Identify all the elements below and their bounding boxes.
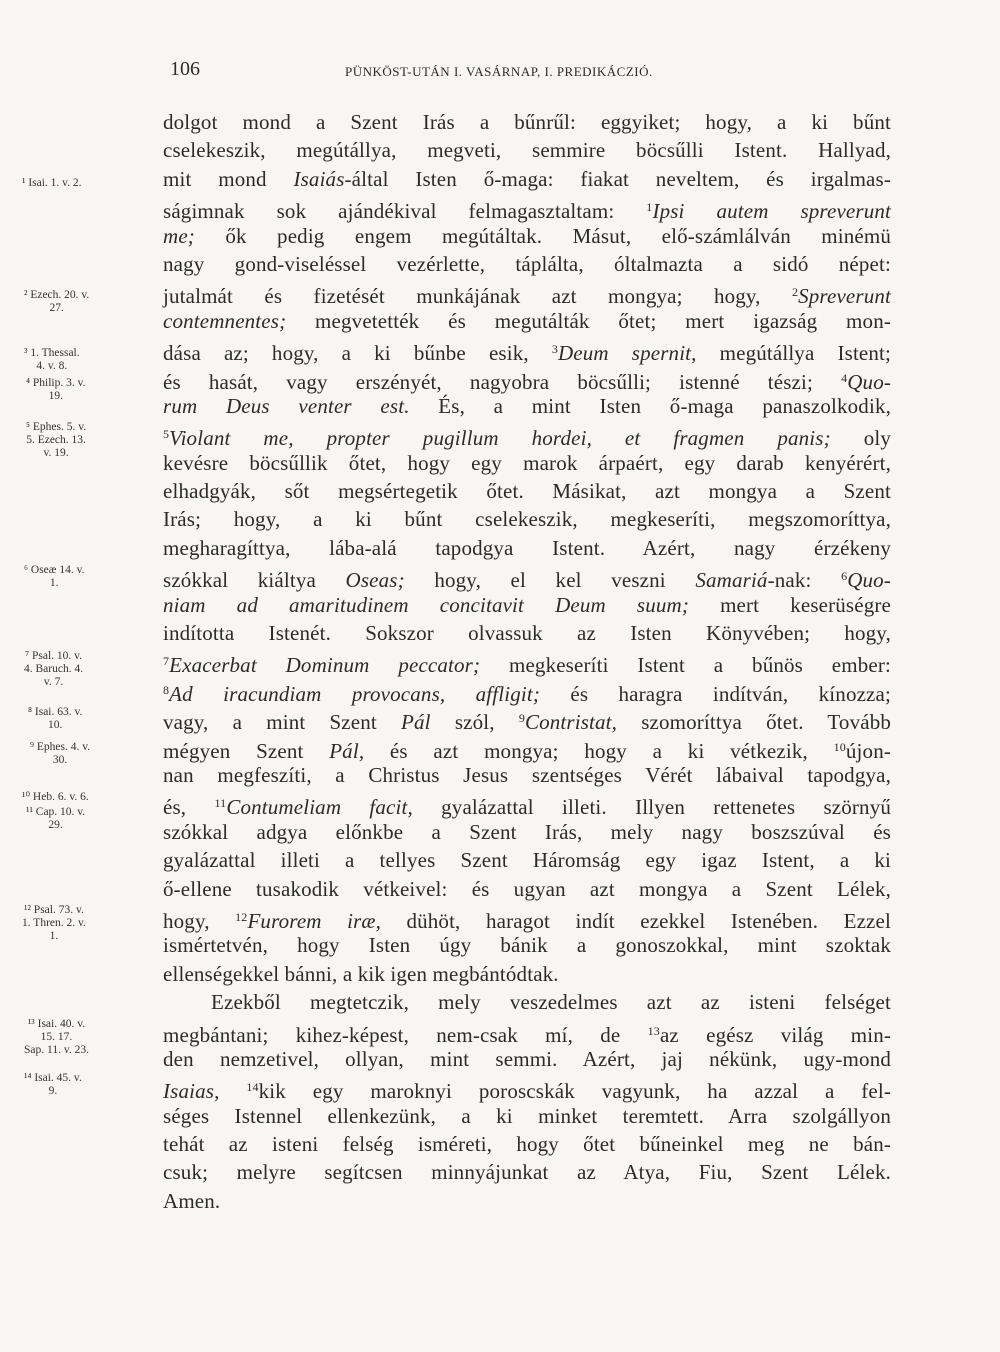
text-run: mégyen Szent <box>163 738 330 763</box>
margin-note-line: ¹⁰ Heb. 6. v. 6. <box>22 791 89 803</box>
page-number: 106 <box>170 58 200 80</box>
footnote-marker: 8 <box>163 682 170 697</box>
italic-run: Violant me, propter pugillum hordei, et fragmen panis; <box>169 426 831 451</box>
text-line <box>163 704 891 735</box>
text-line <box>163 307 891 335</box>
text-line: csuk; melyre segítcsen minnyájunkat az Atya, Fiu, Szent Lélek. <box>163 1160 891 1185</box>
text-run: szomoríttya őtet. Tovább <box>617 710 891 735</box>
footnote-marker: 10 <box>833 739 846 754</box>
text-run: és azt mongya; hogy a ki vétkezik, <box>364 738 834 763</box>
page-header <box>170 58 730 88</box>
margin-note-line: Sap. 11. v. 23. <box>24 1044 89 1056</box>
margin-note-line: 29. <box>48 819 63 831</box>
text-run: és hasát, vagy erszényét, nagyobra böcsűlli; istenné tészi; <box>163 369 842 394</box>
text-run: megbántani; kihez-képest, nem-csak mí, de <box>163 1022 648 1047</box>
margin-note <box>24 1018 89 1057</box>
text-run: jutalmát és fizetését munkájának azt mongya; hogy, <box>163 284 792 309</box>
text-run: megvetették és megutálták őtet; mert igazság mon- <box>286 308 891 333</box>
margin-note-line: ⁸ Isai. 63. v. <box>28 706 83 718</box>
margin-note-line: ² Ezech. 20. v. <box>24 289 90 301</box>
text-line: cselekeszik, megútállya, megveti, semmire böcsűlli Istent. Hallyad, <box>163 138 891 163</box>
margin-note <box>24 289 89 315</box>
text-run: szól, <box>430 710 519 735</box>
footnote-marker: 3 <box>551 342 558 357</box>
margin-note-line: ¹¹ Cap. 10. v. <box>26 806 86 818</box>
text-line: den nemzetivel, ollyan, mint semmi. Azért, jaj nékünk, ugy-mond <box>163 1046 891 1071</box>
italic-run: me; <box>163 223 195 248</box>
margin-note <box>22 791 89 804</box>
margin-note-line: ¹³ Isai. 40. v. <box>27 1018 86 1030</box>
text-line: séges Istennel ellenkezünk, a ki minket teremtett. Arra szolgállyon <box>163 1103 891 1128</box>
italic-run: contemnentes; <box>163 308 287 333</box>
margin-note-line: ⁶ Oseæ 14. v. <box>24 564 85 576</box>
margin-note-line: v. 7. <box>43 676 64 688</box>
margin-note-line: ¹² Psal. 73. v. <box>24 904 84 916</box>
italic-run: Isaias, <box>163 1079 220 1104</box>
margin-note-line: 4. Baruch. 4. <box>24 663 84 675</box>
italic-run: Samariá <box>695 568 768 593</box>
margin-note <box>26 806 85 832</box>
text-line <box>163 165 891 193</box>
text-run: ők pedig engem megútáltak. Másut, elő-számlálván minémü <box>194 223 891 248</box>
text-run: szókkal kiáltya <box>163 568 346 593</box>
text-run: és haragra indítván, kínozza; <box>540 681 891 706</box>
text-run: megkeseríti Istent a bűnös ember: <box>480 653 891 678</box>
italic-run: Deum spernit, <box>557 341 697 366</box>
text-line <box>163 647 891 678</box>
margin-note-line: 15. 17. <box>40 1031 73 1043</box>
margin-note <box>24 1072 82 1098</box>
text-line <box>163 193 891 224</box>
italic-run: niam ad amaritudinem concitavit Deum suum; <box>163 592 689 617</box>
text-run: vagy, a mint Szent <box>163 710 402 735</box>
text-line <box>163 278 891 309</box>
margin-note <box>26 377 86 403</box>
margin-note-line: 10. <box>48 719 63 731</box>
text-run: dühöt, haragot indít ezekkel Istenében. Ezzel <box>380 908 891 933</box>
margin-note-line: 4. v. 8. <box>36 360 68 372</box>
text-line: Irás; hogy, a ki bűnt cselekeszik, megkeseríti, megszomoríttya, <box>163 507 891 532</box>
italic-run: Isaiás <box>293 166 345 191</box>
text-line <box>163 222 891 250</box>
italic-run: Ad iracundiam provocans, affligit; <box>169 681 540 706</box>
text-line: ő-ellene tusakodik vétkeivel: és ugyan azt mongya a Szent Lélek, <box>163 876 891 901</box>
italic-run: Oseas; <box>345 568 405 593</box>
text-line: gyalázattal illeti a tellyes Szent Háromság egy igaz Istent, a ki <box>163 848 891 873</box>
footnote-marker: 7 <box>163 654 170 669</box>
text-line: szókkal adgya előnkbe a Szent Irás, mely nagy boszszúval és <box>163 819 891 844</box>
text-line: ellenségekkel bánni, a kik igen megbántódtak. <box>163 961 559 986</box>
margin-note-line: ¹⁴ Isai. 45. v. <box>24 1072 82 1084</box>
text-run: -által Isten ő-maga: fiakat neveltem, és irgalmas- <box>344 166 891 191</box>
footnote-marker: 4 <box>841 370 848 385</box>
text-line <box>163 1017 891 1045</box>
margin-note <box>22 177 82 190</box>
margin-note <box>30 741 90 767</box>
footnote-marker: 2 <box>791 285 799 300</box>
text-line <box>163 1073 892 1104</box>
margin-note <box>26 421 86 460</box>
text-line <box>163 364 891 392</box>
margin-note-line: 19. <box>48 390 63 402</box>
margin-note <box>28 706 82 732</box>
margin-note-line: v. 19. <box>43 447 69 459</box>
margin-note-line: ⁴ Philip. 3. v. <box>26 377 86 389</box>
footnote-marker: 6 <box>841 569 848 584</box>
text-line: dolgot mond a Szent Irás a bűnrűl: eggyiket; hogy, a ki bűnt <box>163 110 891 134</box>
italic-run: Pál <box>401 710 431 735</box>
text-line <box>163 562 891 593</box>
margin-note-line: 1. <box>49 930 59 942</box>
footnote-marker: 5 <box>163 427 170 442</box>
italic-run: Quo- <box>847 369 891 394</box>
margin-note-line: ⁷ Psal. 10. v. <box>25 650 83 662</box>
margin-note-line: 1. Thren. 2. v. <box>22 917 86 929</box>
italic-run: Contristat, <box>524 710 618 735</box>
footnote-marker: 11 <box>214 796 227 811</box>
margin-note-line: 5. Ezech. 13. <box>26 434 86 446</box>
margin-note <box>24 564 84 590</box>
text-line: nan megfeszíti, a Christus Jesus szentséges Vérét lábaival tapodgya, <box>163 762 891 787</box>
margin-note-line: 30. <box>52 754 68 766</box>
text-run: újon- <box>845 738 891 763</box>
footnote-marker: 12 <box>235 909 248 924</box>
italic-run: Contumeliam facit, <box>226 795 413 820</box>
text-run: mert keserüségre <box>689 592 891 617</box>
margin-note-line: ¹ Isai. 1. v. 2. <box>22 177 82 189</box>
text-run: kik egy maroknyi poroscskák vagyunk, ha azzal a fel- <box>258 1079 892 1104</box>
text-run: gyalázattal illeti. Illyen rettenetes szörnyű <box>412 795 891 820</box>
margin-note <box>24 347 80 373</box>
footnote-marker: 14 <box>246 1080 259 1095</box>
footnote-marker: 1 <box>646 200 653 215</box>
text-line <box>163 733 891 761</box>
text-run: hogy, <box>163 908 236 933</box>
text-run: és, <box>163 795 215 820</box>
text-line: ismértetvén, hogy Isten úgy bánik a gonoszokkal, mint szoktak <box>163 933 891 958</box>
margin-note-line: 9. <box>48 1085 58 1097</box>
italic-run: Ipsi autem spreverunt <box>652 199 891 224</box>
text-line: megharagíttya, lába-alá tapodgya Istent. Azért, nagy érzékeny <box>163 535 891 560</box>
text-line: elhadgyák, sőt megsértegetik őtet. Másikat, azt mongya a Szent <box>163 479 891 504</box>
margin-note-line: 1. <box>49 577 59 589</box>
italic-run: Spreverunt <box>798 284 891 309</box>
text-run: megútállya Istent; <box>696 341 892 366</box>
body-text <box>163 108 891 1215</box>
footnote-marker: 13 <box>647 1023 660 1038</box>
footnote-marker: 9 <box>518 711 525 726</box>
margin-note-line: 27. <box>49 302 64 314</box>
text-line <box>163 676 891 704</box>
text-line: nagy gond-viseléssel vezérlette, táplálta, óltalmazta a sidó népet: <box>163 251 891 276</box>
text-line <box>163 335 892 366</box>
text-line <box>163 789 891 820</box>
margin-note <box>22 904 86 943</box>
margin-note-line: ⁵ Ephes. 5. v. <box>26 421 87 433</box>
text-line <box>163 591 891 619</box>
margin-notes <box>0 0 160 1352</box>
italic-run: Pál, <box>329 738 365 763</box>
text-line: indította Istenét. Sokszor olvassuk az Isten Könyvében; hogy, <box>163 621 891 646</box>
italic-run: rum Deus venter est. <box>163 393 410 418</box>
italic-run: Exacerbat Dominum peccator; <box>169 653 481 678</box>
text-run: dása az; hogy, a ki bűnbe esik, <box>163 341 552 366</box>
italic-run: Furorem iræ, <box>247 908 381 933</box>
text-run: hogy, el kel veszni <box>404 568 696 593</box>
margin-note <box>24 650 83 689</box>
text-line <box>163 392 891 420</box>
text-line: tehát az isteni felség isméreti, hogy őtet bűneinkel meg ne bán- <box>163 1132 891 1157</box>
running-head: PÜNKÖST-UTÁN I. VASÁRNAP, I. PREDIKÁCZIÓ. <box>345 64 653 79</box>
margin-note-line: ⁹ Ephes. 4. v. <box>30 741 91 753</box>
text-run: oly <box>830 426 891 451</box>
text-line <box>163 420 891 451</box>
text-line: kevésre böcsűllik őtet, hogy egy marok árpaért, egy darab kenyérért, <box>163 450 891 475</box>
text-line <box>163 903 891 931</box>
text-run: mit mond <box>163 166 294 191</box>
text-run: ságimnak sok ajándékival felmagasztaltam: <box>163 199 647 224</box>
text-run: És, a mint Isten ő-maga panaszolkodik, <box>409 393 891 418</box>
text-run: -nak: <box>767 568 842 593</box>
text-line: Ezekből megtetczik, mely veszedelmes azt az isteni felséget <box>211 990 891 1015</box>
text-line: Amen. <box>163 1188 221 1213</box>
italic-run: Quo- <box>847 568 891 593</box>
text-run: az egész világ min- <box>659 1022 892 1047</box>
margin-note-line: ³ 1. Thessal. <box>24 347 80 359</box>
